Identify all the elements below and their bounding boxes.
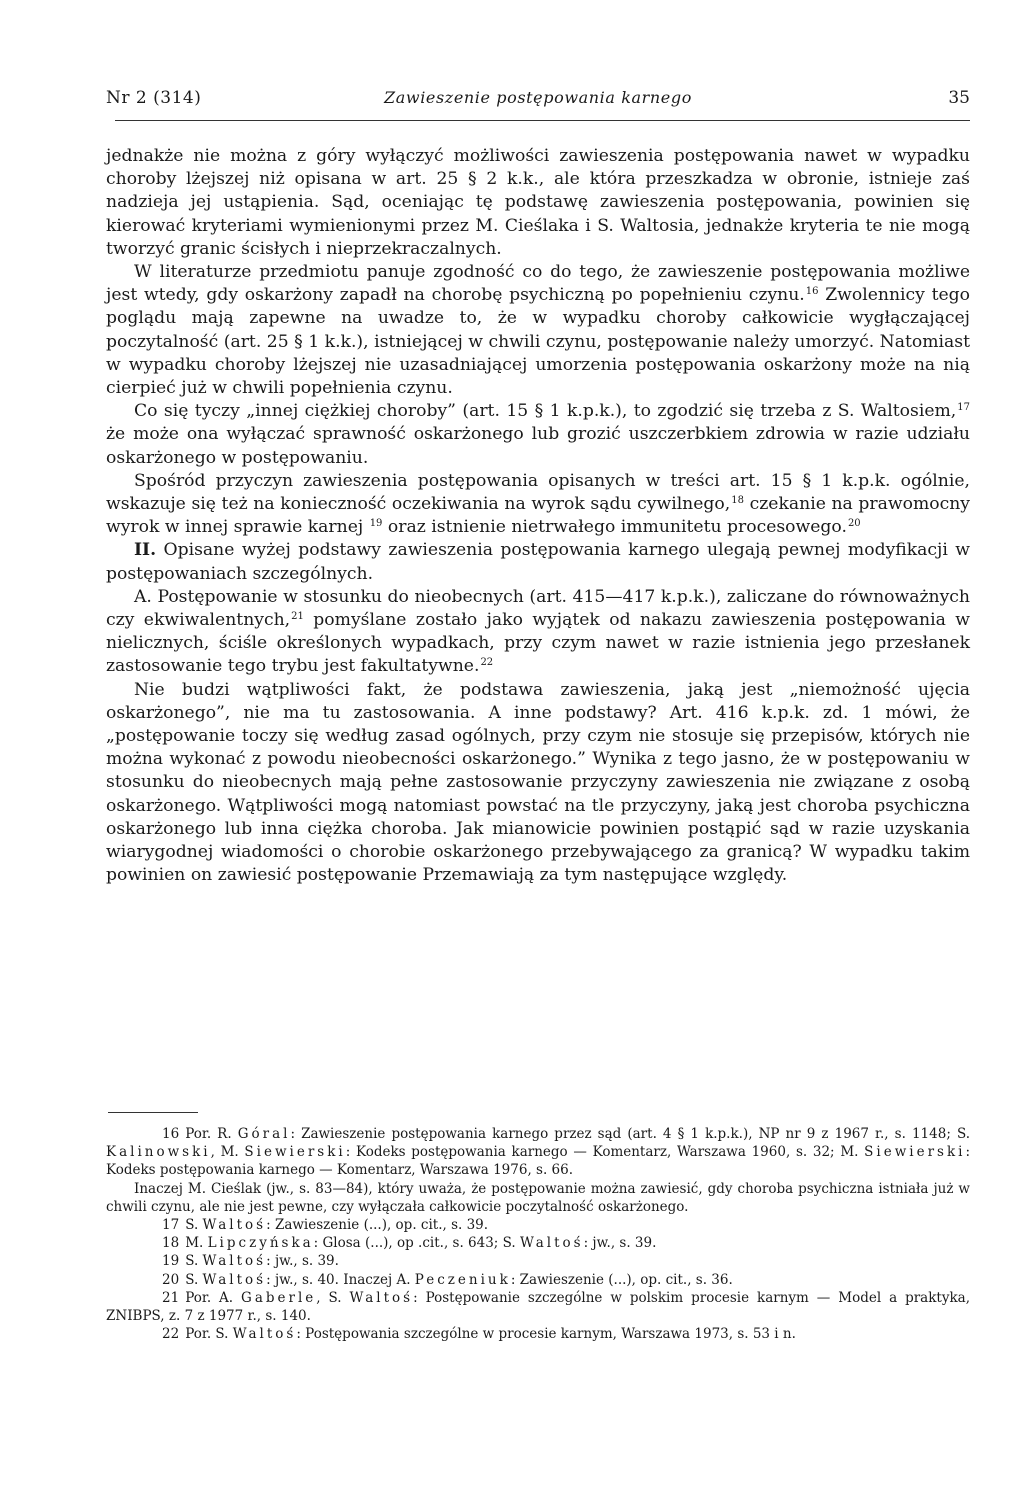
footnote-text: S. [185, 1217, 203, 1234]
footnote-16 [106, 1125, 970, 1180]
footnote-ref-21: 21 [291, 611, 304, 623]
paragraph-1: jednakże nie można z góry wyłączyć możliwości zawieszenia postępowania nawet w wypadku choroby lżejszej niż opisana w art. 25 § 2 k.k., ale która przeszkadza w obronie, istnieje zaś nadzieja jej ustąpienia. Sąd, oceniając tę podstawę zawieszenia postępowania, powinien się kierować kryteriami wymienionymi przez M. Cieślaka i S. Waltosia, jednakże kryteria te nie mogą tworzyć granic ścisłych i nieprzekraczalnych. [106, 146, 970, 259]
footnote-text: : jw., s. 40. Inaczej A. [266, 1271, 415, 1288]
paragraph-3-text-b: że może ona wyłączać sprawność oskarżonego lub grozić uszczerbkiem zdrowia w razie udziału oskarżonego w postępowaniu. [106, 424, 970, 468]
footnote-number: 17 [162, 1217, 180, 1234]
paragraph-4-text-a: Spośród przyczyn zawieszenia postępowania opisanych w treści art. 15 § 1 k.p.k. ogólnie, wskazuje się też na konieczność oczekiwania na wyrok sądu cywilnego, [106, 470, 970, 515]
footnote-rule [108, 1112, 198, 1113]
footnote-text: S. [185, 1253, 203, 1270]
footnote-20 [106, 1271, 970, 1289]
author-name: Lipczyńska [207, 1235, 314, 1252]
footnote-number: 21 [162, 1289, 180, 1306]
paragraph-7: Nie budzi wątpliwości fakt, że podstawa zawieszenia, jaką jest „niemożność ujęcia oskarżonego”, nie ma tu zastosowania. A inne podstawy? Art. 416 k.p.k. zd. 1 mówi, że „postępowanie toczy się według zasad ogólnych, przy czym nie stosuje się przepisów, których nie można wykonać z powodu nieobecności oskarżonego.” Wynika z tego jasno, że w postępowaniu w stosunku do nieobecnych mają pełne zastosowanie przyczyny zawieszenia nie związane z osobą oskarżonego. Wątpliwości mogą natomiast powstać na tle przyczyny, jaką jest choroba psychiczna oskarżonego lub inna ciężka choroba. Jak mianowicie powinien postąpić sąd w razie uzyskania wiarygodnej wiadomości o chorobie oskarżonego przebywającego za granicą? W wypadku takim powinien on zawiesić postępowanie Przemawiają za tym następujące względy. [106, 679, 970, 886]
paragraph-2 [106, 261, 970, 400]
paragraph-5 [106, 539, 970, 585]
footnote-number: 22 [162, 1326, 180, 1343]
author-name: Waltoś [202, 1271, 267, 1288]
footnote-text: Por. S. [185, 1326, 233, 1343]
paragraph-5-text: Opisane wyżej podstawy zawieszenia postępowania karnego ulegają pewnej modyfikacji w postępowaniach szczególnych. [106, 540, 970, 584]
footnote-number: 16 [162, 1126, 180, 1142]
main-text [106, 145, 970, 888]
author-name: Waltoś [349, 1289, 414, 1306]
footnote-text: , M. [210, 1144, 245, 1161]
author-name: Waltoś [232, 1326, 297, 1343]
paragraph-3 [106, 400, 970, 470]
header-rule [115, 120, 970, 121]
footnote-ref-17: 17 [957, 402, 970, 414]
footnote-text: : jw., s. 39. [583, 1235, 657, 1252]
author-name: Siewierski [864, 1144, 966, 1161]
paragraph-2-text-b: Zwolennicy tego poglądu mają zapewne na uwadze to, że w wypadku choroby całkowicie wygłączającej poczytalność (art. 25 § 1 k.k.), istniejącej w chwili czynu, postępowanie należy umorzyć. Natomiast w wypadku choroby lżejszej nie uzasadniającej umorzenia postępowania oskarżony może na nią cierpieć już w chwili popełnienia czynu. [106, 285, 971, 399]
footnote-text: : Postępowania szczególne w procesie karnym, Warszawa 1973, s. 53 i n. [296, 1326, 796, 1343]
paragraph-4 [106, 470, 970, 540]
paragraph-6-text-a: A. Postępowanie w stosunku do nieobecnych (art. 415—417 k.p.k.), zaliczane do równoważnych czy ekwiwalentnych, [106, 586, 970, 631]
footnote-text: : Postępowanie szczególne w polskim procesie karnym — Model a praktyka, ZNIBPS, z. 7 z 1977 r., s. 140. [106, 1289, 970, 1325]
footnote-ref-19: 19 [369, 518, 383, 530]
paragraph-3-text-a: Co się tyczy „innej ciężkiej choroby” (art. 15 § 1 k.p.k.), to zgodzić się trzeba z S. Waltosiem, [134, 401, 957, 422]
footnote-number: 19 [162, 1253, 180, 1270]
footnote-18 [106, 1234, 970, 1252]
paragraph-6-text-b: pomyślane zostało jako wyjątek od nakazu zawieszenia postępowania w nielicznych, ściśle określonych wypadkach, przy czym nawet w razie istnienia jego przesłanek zastosowanie tego trybu jest fakultatywne. [106, 610, 970, 677]
footnote-22 [106, 1325, 970, 1343]
author-name: Siewierski [244, 1144, 346, 1161]
paragraph-2-text-a: W literaturze przedmiotu panuje zgodność co do tego, że zawieszenie postępowania możliwe jest wtedy, gdy oskarżony zapadł na chorobę psychiczną po popełnieniu czynu. [106, 262, 970, 306]
author-name: Gaberle [241, 1289, 317, 1306]
author-name: Waltoś [202, 1217, 267, 1234]
paragraph-6 [106, 586, 970, 679]
paragraph-4-text-b: czekanie na prawomocny wyrok w innej sprawie karnej [106, 494, 970, 538]
footnote-17 [106, 1216, 970, 1234]
footnote-number: 18 [162, 1235, 180, 1252]
footnote-text: : Zawieszenie postępowania karnego przez sąd (art. 4 § 1 k.p.k.), NP nr 9 z 1967 r., s. 1148; S. [290, 1126, 970, 1142]
author-name: Góral [237, 1126, 291, 1142]
footnote-text: : jw., s. 39. [266, 1253, 339, 1270]
footnote-ref-22: 22 [480, 657, 494, 669]
footnote-text: Por. A. [185, 1289, 242, 1306]
footnote-text: S. [185, 1271, 203, 1288]
footnote-text: : Kodeks postępowania karnego — Komentarz, Warszawa 1960, s. 32; M. [345, 1144, 865, 1161]
footnote-19 [106, 1252, 970, 1270]
footnote-text: : Zawieszenie (...), op. cit., s. 36. [510, 1271, 733, 1288]
footnote-ref-16: 16 [805, 286, 819, 298]
footnote-16-continuation: Inaczej M. Cieślak (jw., s. 83—84), który uważa, że postępowanie można zawiesić, gdy choroba psychiczna istniała już w chwili czynu, ale nie jest pewne, czy wyłączała całkowicie poczytalność oskarżonego. [106, 1180, 970, 1215]
footnote-text: M. [185, 1235, 208, 1252]
footnote-number: 20 [162, 1271, 180, 1288]
running-title: Zawieszenie postępowania karnego [384, 88, 692, 107]
footnote-text: , S. [316, 1289, 350, 1306]
footnote-text: : Glosa (...), op .cit., s. 643; S. [313, 1235, 520, 1252]
paragraph-4-text-c: oraz istnienie nietrwałego immunitetu procesowego. [382, 517, 847, 538]
footnote-ref-18: 18 [731, 495, 744, 507]
footnote-text: Por. R. [185, 1126, 238, 1142]
author-name: Waltoś [202, 1253, 267, 1270]
author-name: Peczeniuk [414, 1271, 511, 1288]
section-number: II. [134, 540, 157, 561]
footnote-21 [106, 1289, 970, 1325]
page-number: 35 [948, 88, 970, 108]
author-name: Waltoś [520, 1235, 584, 1252]
footnote-ref-20: 20 [847, 518, 861, 530]
footnote-text: : Kodeks postępowania karnego — Komentarz, Warszawa 1976, s. 66. [106, 1144, 971, 1179]
issue-number: Nr 2 (314) [106, 88, 202, 108]
footnote-text: : Zawieszenie (...), op. cit., s. 39. [266, 1217, 489, 1234]
author-name: Kalinowski [106, 1144, 211, 1161]
footnotes [106, 1125, 970, 1343]
running-header [106, 88, 970, 114]
